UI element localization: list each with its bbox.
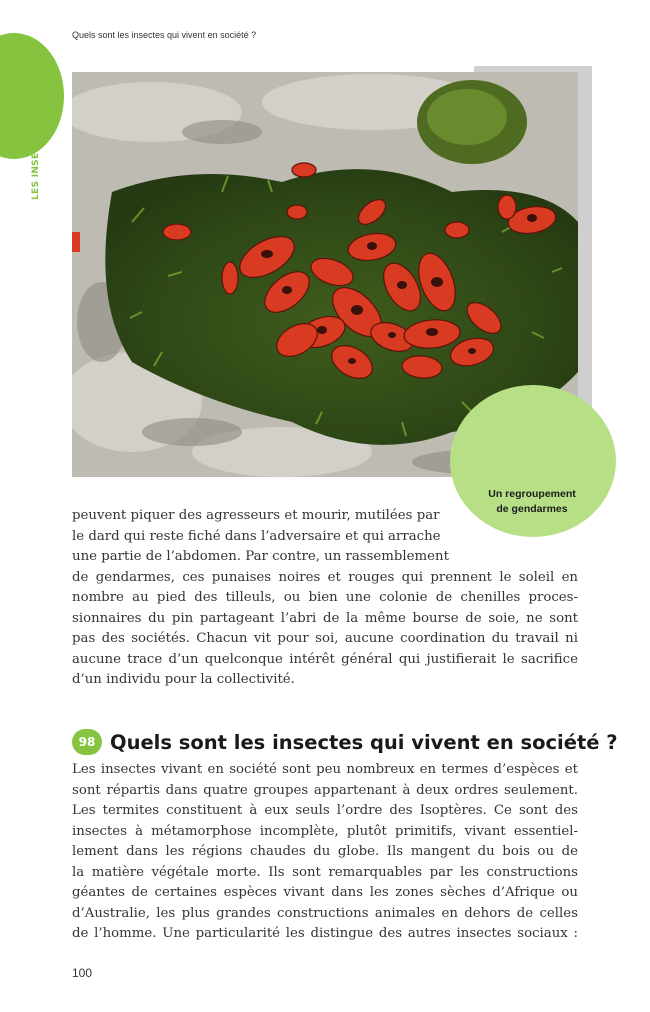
page-number: 100 <box>72 966 93 980</box>
text-line: sont répartis dans quatre groupes appartenant à deux ordres seulement. <box>72 782 578 798</box>
text-line: de gendarmes, ces punaises noires et rouges qui prennent le soleil en <box>72 569 578 585</box>
text-line: Les termites constituent à eux seuls l’ordre des Isoptères. Ce sont des <box>72 803 578 818</box>
text-line: insectes à métamorphose incomplète, plutôt primitifs, vivant essentiel- <box>72 823 578 839</box>
text-line: nombre au pied des tilleuls, ou bien une colonie de chenilles proces- <box>72 590 578 605</box>
caption-line: Un regroupement <box>488 488 576 500</box>
text-line: de l’homme. Une particularité les distingue des autres insectes sociaux : <box>72 926 578 941</box>
text-line: aucune trace d’un quelconque intérêt général qui justifierait le sacrifice <box>72 651 578 667</box>
text-line: le dard qui reste fiché dans l’adversaire et qui arrache <box>72 528 441 544</box>
question-title: Quels sont les insectes qui vivent en société ? <box>110 731 618 754</box>
text-line: pas des sociétés. Chacun vit pour soi, aucune coordination du travail ni <box>72 631 578 646</box>
question-number-badge: 98 <box>72 729 102 755</box>
text-line: d’Australie, les plus grandes constructions animales en dehors de celles <box>72 905 578 921</box>
text-line: la matière végétale morte. Ils sont remarquables par les constructions <box>72 864 578 880</box>
caption-line: de gendarmes <box>496 503 568 515</box>
text-line: d’un individu pour la collectivité. <box>72 672 295 687</box>
text-line: lement dans les régions chaudes du globe. Ils mangent du bois ou de <box>72 844 578 859</box>
section-label: LES INSECTES EN SOCIÉTÉ <box>31 60 41 200</box>
text-line: Les insectes vivant en société sont peu nombreux en termes d’espèces et <box>72 762 578 777</box>
text-line: peuvent piquer des agresseurs et mourir, mutilées par <box>72 508 440 523</box>
text-line: géantes de certaines espèces vivant dans les zones sèches d’Afrique ou <box>72 885 578 900</box>
text-line: sionnaires du pin partageant l’abri de la même bourse de soie, ne sont <box>72 610 578 626</box>
intro-paragraph <box>72 506 578 691</box>
text-line: une partie de l’abdomen. Par contre, un rassemblement <box>72 549 449 564</box>
running-title: Quels sont les insectes qui vivent en société ? <box>72 30 257 40</box>
answer-paragraph <box>72 760 578 945</box>
